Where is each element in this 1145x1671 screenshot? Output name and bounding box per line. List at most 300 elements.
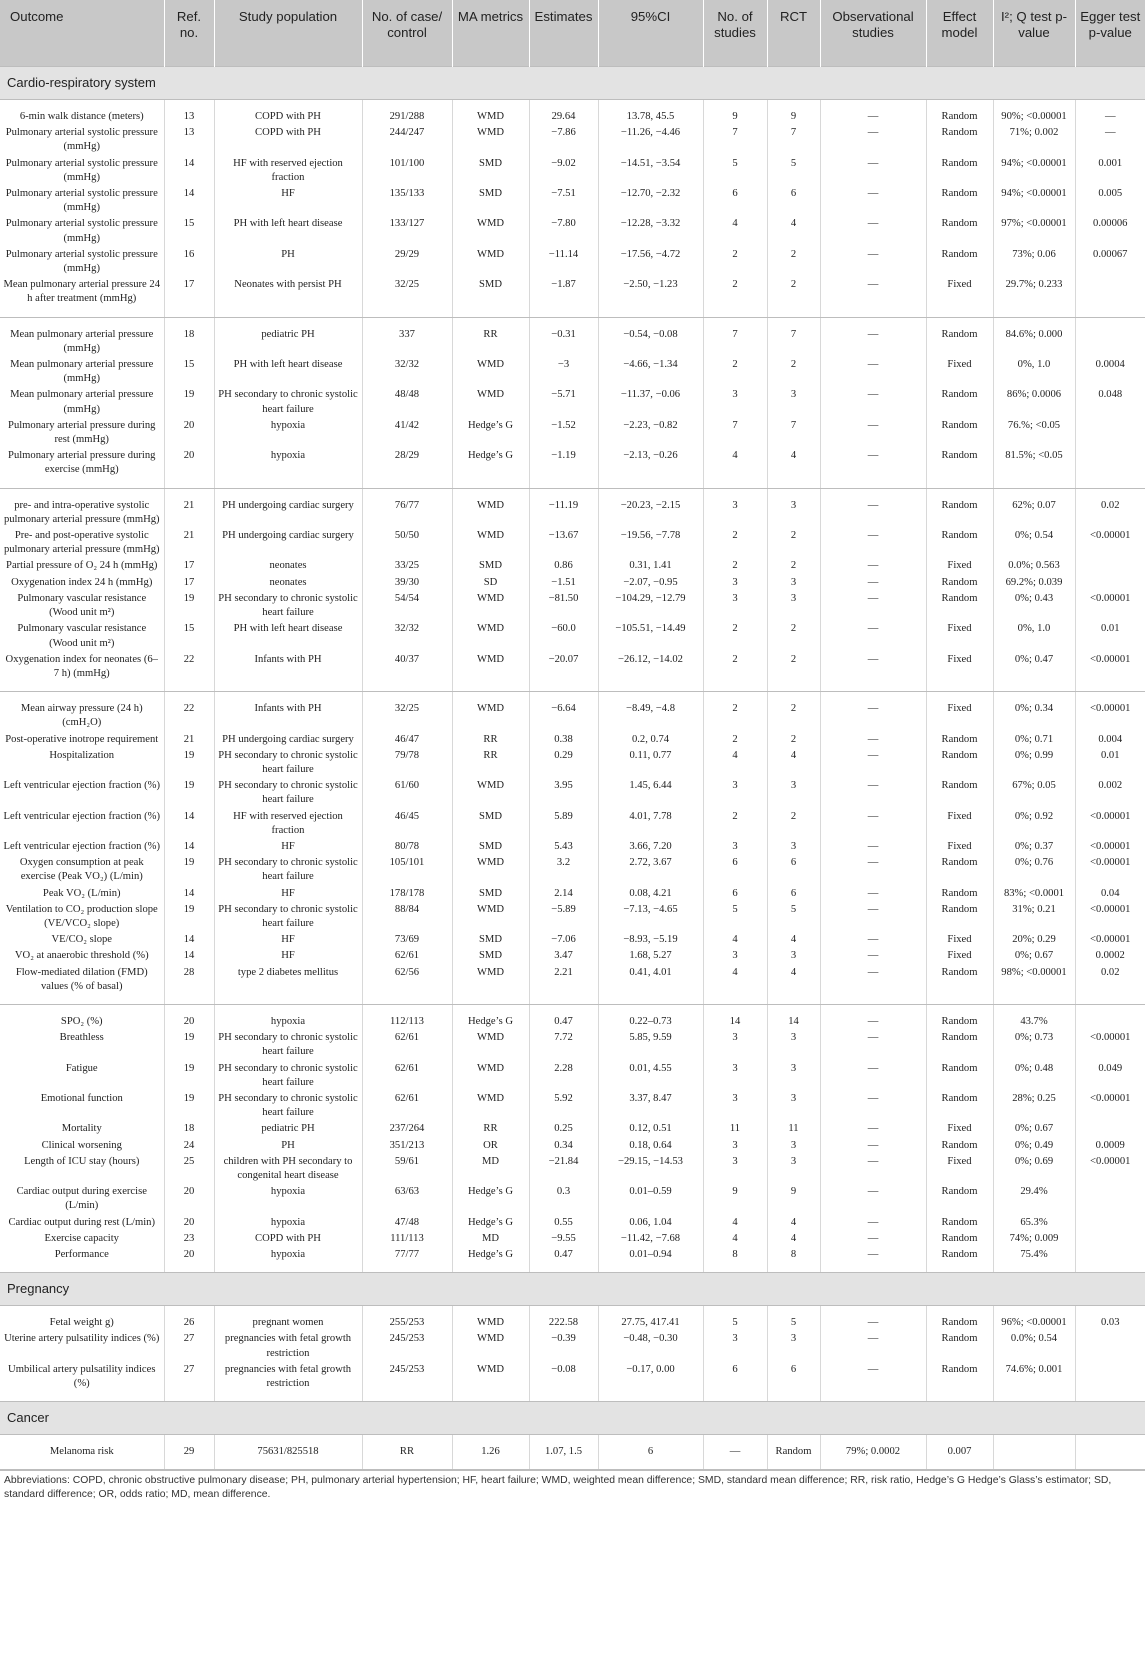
- cell-i2-q-test: 43.7%: [993, 1004, 1075, 1030]
- cell-ref-no: 25: [164, 1154, 214, 1184]
- cell-estimates: −0.31: [529, 317, 598, 357]
- cell-effect-model: 0.007: [926, 1435, 993, 1470]
- cell-rct: 2: [767, 732, 820, 748]
- cell-ref-no: 19: [164, 591, 214, 621]
- table-row: [0, 1247, 1145, 1273]
- cell-outcome: Performance: [0, 1247, 164, 1273]
- cell-rct: 2: [767, 652, 820, 692]
- cell-effect-model: Fixed: [926, 558, 993, 574]
- cell-ref-no: 19: [164, 855, 214, 885]
- cell-estimates: −1.87: [529, 277, 598, 317]
- section-title: Pregnancy: [0, 1273, 1145, 1306]
- cell-effect-model: Random: [926, 1184, 993, 1214]
- cell-egger-test: <0.00001: [1090, 592, 1131, 604]
- table-body: [0, 67, 1145, 1470]
- cell-rct: 2: [767, 357, 820, 387]
- cell-ma-metrics: SMD: [452, 948, 529, 964]
- header-ref-no: Ref. no.: [164, 0, 214, 67]
- table-row: [0, 317, 1145, 357]
- cell-no-of-studies: 6: [703, 186, 767, 216]
- cell-study-population: PH secondary to chronic systolic heart failure: [214, 778, 362, 808]
- cell-ref-no: 16: [164, 247, 214, 277]
- cell-case-control: 32/32: [362, 357, 452, 387]
- table-row: [0, 558, 1145, 574]
- cell-observational: —: [820, 732, 926, 748]
- cell-rct: 3: [767, 1030, 820, 1060]
- cell-ma-metrics: WMD: [452, 621, 529, 651]
- table-row: [0, 621, 1145, 651]
- cell-outcome: Pulmonary arterial systolic pressure (mmHg): [0, 156, 164, 186]
- cell-i2-q-test: 0%; 0.48: [993, 1061, 1075, 1091]
- cell-ma-metrics: WMD: [452, 855, 529, 885]
- cell-ref-no: 14: [164, 886, 214, 902]
- cell-case-control: 76/77: [362, 488, 452, 528]
- table-row: [0, 1231, 1145, 1247]
- header-row: [0, 0, 1145, 67]
- cell-estimates: −20.07: [529, 652, 598, 692]
- cell-rct: 4: [767, 216, 820, 246]
- cell-ref-no: 19: [164, 778, 214, 808]
- cell-case-control: 337: [362, 317, 452, 357]
- cell-observational: —: [820, 1184, 926, 1214]
- cell-observational: —: [820, 1061, 926, 1091]
- cell-ci: 0.18, 0.64: [598, 1138, 703, 1154]
- cell-rct: 4: [767, 1215, 820, 1231]
- cell-ref-no: 13: [164, 125, 214, 155]
- cell-ci: −0.54, −0.08: [598, 317, 703, 357]
- cell-rct: 5: [767, 156, 820, 186]
- cell-estimates: −5.89: [529, 902, 598, 932]
- cell-effect-model: Random: [926, 902, 993, 932]
- table-row: [0, 748, 1145, 778]
- cell-no-of-studies: 6: [703, 1362, 767, 1402]
- cell-ma-metrics: WMD: [452, 652, 529, 692]
- cell-observational: —: [820, 621, 926, 651]
- cell-no-of-studies: 4: [703, 1215, 767, 1231]
- cell-i2-q-test: 0%; 0.49: [993, 1138, 1075, 1154]
- cell-ref-no: 21: [164, 528, 214, 558]
- cell-effect-model: Random: [926, 886, 993, 902]
- cell-ci: 1.68, 5.27: [598, 948, 703, 964]
- cell-estimates: 2.14: [529, 886, 598, 902]
- cell-i2-q-test: 84.6%; 0.000: [993, 317, 1075, 357]
- cell-no-of-studies: 3: [703, 1030, 767, 1060]
- cell-egger-test: 0.001: [1098, 157, 1123, 169]
- cell-observational: —: [820, 1121, 926, 1137]
- cell-egger-test: [1075, 277, 1145, 317]
- table-header: [0, 0, 1145, 67]
- cell-ma-metrics: WMD: [452, 1061, 529, 1091]
- cell-study-population: pediatric PH: [214, 1121, 362, 1137]
- cell-ref-no: 20: [164, 1004, 214, 1030]
- cell-effect-model: Random: [926, 125, 993, 155]
- section-row: [0, 1402, 1145, 1435]
- cell-ref-no: 19: [164, 1091, 214, 1121]
- cell-estimates: −3: [529, 357, 598, 387]
- table-row: [0, 839, 1145, 855]
- cell-egger-test: [1075, 1231, 1145, 1247]
- cell-no-of-studies: 3: [703, 778, 767, 808]
- cell-egger-test: [1075, 1215, 1145, 1231]
- table-row: [0, 216, 1145, 246]
- section-row: [0, 1273, 1145, 1306]
- cell-ma-metrics: MD: [452, 1231, 529, 1247]
- cell-rct: 4: [767, 965, 820, 1005]
- cell-outcome: Cardiac output during exercise (L/min): [0, 1184, 164, 1214]
- cell-no-of-studies: 2: [703, 692, 767, 732]
- cell-estimates: 5.92: [529, 1091, 598, 1121]
- cell-egger-test: 0.004: [1098, 733, 1123, 745]
- cell-ref-no: 19: [164, 1030, 214, 1060]
- cell-case-control: 32/32: [362, 621, 452, 651]
- cell-estimates: 0.55: [529, 1215, 598, 1231]
- cell-estimates: −13.67: [529, 528, 598, 558]
- cell-estimates: 7.72: [529, 1030, 598, 1060]
- table-row: [0, 692, 1145, 732]
- cell-effect-model: Random: [926, 1091, 993, 1121]
- cell-ci: 13.78, 45.5: [598, 100, 703, 126]
- cell-egger-test: —: [1104, 111, 1116, 122]
- cell-observational: —: [820, 591, 926, 621]
- cell-estimates: 0.3: [529, 1184, 598, 1214]
- cell-effect-model: Random: [926, 317, 993, 357]
- cell-study-population: HF with reserved ejection fraction: [214, 809, 362, 839]
- cell-case-control: 32/25: [362, 692, 452, 732]
- cell-egger-test: 0.0009: [1095, 1139, 1125, 1151]
- cell-effect-model: Fixed: [926, 652, 993, 692]
- cell-ref-no: 14: [164, 839, 214, 855]
- cell-no-of-studies: 3: [703, 575, 767, 591]
- cell-ci: −17.56, −4.72: [598, 247, 703, 277]
- cell-rct: 2: [767, 247, 820, 277]
- cell-case-control: 105/101: [362, 855, 452, 885]
- cell-no-of-studies: 6: [703, 855, 767, 885]
- section-title: Cardio-respiratory system: [0, 67, 1145, 100]
- cell-study-population: pregnant women: [214, 1306, 362, 1332]
- cell-ref-no: 28: [164, 965, 214, 1005]
- cell-rct: 9: [767, 100, 820, 126]
- cell-i2-q-test: 0%; 0.37: [993, 839, 1075, 855]
- cell-ci: −0.48, −0.30: [598, 1331, 703, 1361]
- cell-no-of-studies: 2: [703, 528, 767, 558]
- cell-estimates: −9.55: [529, 1231, 598, 1247]
- cell-outcome: Pulmonary arterial systolic pressure (mmHg): [0, 216, 164, 246]
- table-row: [0, 186, 1145, 216]
- cell-rct: 2: [767, 809, 820, 839]
- cell-effect-model: Random: [926, 1030, 993, 1060]
- cell-ma-metrics: SMD: [452, 809, 529, 839]
- cell-i2-q-test: 0%; 0.99: [993, 748, 1075, 778]
- cell-ref-no: 20: [164, 1184, 214, 1214]
- cell-effect-model: Random: [926, 216, 993, 246]
- cell-estimates: −9.02: [529, 156, 598, 186]
- table-row: [0, 1362, 1145, 1402]
- cell-ma-metrics: WMD: [452, 247, 529, 277]
- cell-effect-model: Random: [926, 156, 993, 186]
- cell-effect-model: Fixed: [926, 948, 993, 964]
- cell-estimates: 5.89: [529, 809, 598, 839]
- cell-study-population: pregnancies with fetal growth restriction: [214, 1362, 362, 1402]
- cell-egger-test: 0.049: [1098, 1062, 1123, 1074]
- cell-no-of-studies: 2: [703, 558, 767, 574]
- cell-no-of-studies: 14: [703, 1004, 767, 1030]
- cell-ref-no: 14: [164, 948, 214, 964]
- cell-ma-metrics: WMD: [452, 1091, 529, 1121]
- cell-estimates: −0.08: [529, 1362, 598, 1402]
- cell-ma-metrics: WMD: [452, 692, 529, 732]
- cell-i2-q-test: 0%, 1.0: [993, 357, 1075, 387]
- cell-outcome: Partial pressure of O₂ 24 h (mmHg): [0, 558, 164, 574]
- cell-i2-q-test: 20%; 0.29: [993, 932, 1075, 948]
- cell-ma-metrics: WMD: [452, 357, 529, 387]
- cell-ref-no: 24: [164, 1138, 214, 1154]
- table-row: [0, 1030, 1145, 1060]
- cell-study-population: children with PH secondary to congenital heart disease: [214, 1154, 362, 1184]
- cell-study-population: neonates: [214, 558, 362, 574]
- cell-rct: 4: [767, 1231, 820, 1247]
- cell-effect-model: Random: [926, 488, 993, 528]
- cell-rct: 3: [767, 387, 820, 417]
- cell-ma-metrics: RR: [452, 732, 529, 748]
- cell-egger-test: 0.00067: [1093, 248, 1128, 260]
- cell-outcome: Length of ICU stay (hours): [0, 1154, 164, 1184]
- cell-egger-test: [1075, 448, 1145, 488]
- cell-outcome: Pulmonary vascular resistance (Wood unit m²): [0, 591, 164, 621]
- cell-no-of-studies: 2: [703, 732, 767, 748]
- cell-i2-q-test: 71%; 0.002: [993, 125, 1075, 155]
- table-row: [0, 652, 1145, 692]
- cell-outcome: SPO₂ (%): [0, 1004, 164, 1030]
- cell-ci: 0.11, 0.77: [598, 748, 703, 778]
- cell-effect-model: Random: [926, 1231, 993, 1247]
- cell-study-population: PH undergoing cardiac surgery: [214, 732, 362, 748]
- cell-ma-metrics: SMD: [452, 156, 529, 186]
- cell-rct: 9: [767, 1184, 820, 1214]
- cell-case-control: 32/25: [362, 277, 452, 317]
- cell-ci: −19.56, −7.78: [598, 528, 703, 558]
- cell-observational: 79%; 0.0002: [820, 1435, 926, 1470]
- cell-effect-model: Random: [926, 778, 993, 808]
- cell-observational: —: [820, 855, 926, 885]
- cell-estimates: −11.19: [529, 488, 598, 528]
- cell-estimates: −0.39: [529, 1331, 598, 1361]
- cell-rct: 6: [767, 1362, 820, 1402]
- cell-effect-model: Random: [926, 1138, 993, 1154]
- cell-i2-q-test: 86%; 0.0006: [993, 387, 1075, 417]
- cell-effect-model: Random: [926, 1362, 993, 1402]
- cell-ref-no: 17: [164, 277, 214, 317]
- cell-no-of-studies: 2: [703, 809, 767, 839]
- cell-effect-model: Fixed: [926, 809, 993, 839]
- cell-estimates: 3.2: [529, 855, 598, 885]
- cell-i2-q-test: 83%; <0.0001: [993, 886, 1075, 902]
- cell-ma-metrics: WMD: [452, 1030, 529, 1060]
- cell-ref-no: 26: [164, 1306, 214, 1332]
- cell-case-control: 245/253: [362, 1362, 452, 1402]
- cell-i2-q-test: 94%; <0.00001: [993, 186, 1075, 216]
- cell-egger-test: [1075, 1362, 1145, 1402]
- cell-i2-q-test: 81.5%; <0.05: [993, 448, 1075, 488]
- cell-outcome: Left ventricular ejection fraction (%): [0, 809, 164, 839]
- cell-no-of-studies: 3: [703, 1138, 767, 1154]
- cell-ref-no: 19: [164, 387, 214, 417]
- cell-effect-model: Random: [926, 1331, 993, 1361]
- cell-estimates: 29.64: [529, 100, 598, 126]
- cell-case-control: 61/60: [362, 778, 452, 808]
- cell-effect-model: Random: [926, 1061, 993, 1091]
- cell-ref-no: 14: [164, 156, 214, 186]
- cell-ci: −8.93, −5.19: [598, 932, 703, 948]
- cell-outcome: Ventilation to CO₂ production slope (VE/VCO₂ slope): [0, 902, 164, 932]
- cell-study-population: pregnancies with fetal growth restriction: [214, 1331, 362, 1361]
- cell-observational: —: [820, 902, 926, 932]
- cell-ci: −2.50, −1.23: [598, 277, 703, 317]
- cell-observational: —: [820, 1004, 926, 1030]
- cell-outcome: Mean pulmonary arterial pressure (mmHg): [0, 317, 164, 357]
- cell-effect-model: Random: [926, 591, 993, 621]
- cell-ma-metrics: Hedge’s G: [452, 448, 529, 488]
- cell-ref-no: 15: [164, 216, 214, 246]
- cell-no-of-studies: 2: [703, 652, 767, 692]
- cell-effect-model: Fixed: [926, 1121, 993, 1137]
- cell-ci: −2.13, −0.26: [598, 448, 703, 488]
- cell-effect-model: Random: [926, 100, 993, 126]
- cell-ci: −0.17, 0.00: [598, 1362, 703, 1402]
- cell-no-of-studies: 7: [703, 418, 767, 448]
- cell-rct: 3: [767, 1091, 820, 1121]
- cell-case-control: 245/253: [362, 1331, 452, 1361]
- header-observational-studies: Observational studies: [820, 0, 926, 67]
- cell-ci: −2.07, −0.95: [598, 575, 703, 591]
- cell-case-control: 178/178: [362, 886, 452, 902]
- cell-egger-test: [1075, 1247, 1145, 1273]
- cell-observational: —: [820, 748, 926, 778]
- cell-outcome: Pulmonary arterial systolic pressure (mmHg): [0, 186, 164, 216]
- cell-i2-q-test: 98%; <0.00001: [993, 965, 1075, 1005]
- header-i2-q-test: I²; Q test p-value: [993, 0, 1075, 67]
- cell-ci: −12.28, −3.32: [598, 216, 703, 246]
- cell-no-of-studies: 3: [703, 591, 767, 621]
- cell-egger-test: —: [1104, 127, 1116, 139]
- cell-estimates: −60.0: [529, 621, 598, 651]
- cell-no-of-studies: 3: [703, 948, 767, 964]
- cell-ref-no: 27: [164, 1362, 214, 1402]
- cell-outcome: Pre- and post-operative systolic pulmonary arterial pressure (mmHg): [0, 528, 164, 558]
- cell-ci: 0.06, 1.04: [598, 1215, 703, 1231]
- cell-outcome: Mean pulmonary arterial pressure (mmHg): [0, 387, 164, 417]
- cell-outcome: VE/CO₂ slope: [0, 932, 164, 948]
- cell-rct: 2: [767, 277, 820, 317]
- cell-egger-test: 0.01: [1100, 749, 1120, 761]
- cell-no-of-studies: 3: [703, 488, 767, 528]
- cell-estimates: −7.51: [529, 186, 598, 216]
- cell-ma-metrics: WMD: [452, 100, 529, 126]
- cell-i2-q-test: 31%; 0.21: [993, 902, 1075, 932]
- table-row: [0, 1184, 1145, 1214]
- cell-rct: 2: [767, 558, 820, 574]
- cell-outcome: Oxygenation index 24 h (mmHg): [0, 575, 164, 591]
- cell-estimates: −21.84: [529, 1154, 598, 1184]
- cell-estimates: 3.47: [529, 948, 598, 964]
- table-row: [0, 247, 1145, 277]
- cell-i2-q-test: 28%; 0.25: [993, 1091, 1075, 1121]
- cell-study-population: pediatric PH: [214, 317, 362, 357]
- cell-egger-test: 0.0004: [1095, 359, 1125, 371]
- cell-rct: 5: [767, 902, 820, 932]
- cell-egger-test: [1075, 575, 1145, 591]
- cell-observational: —: [820, 357, 926, 387]
- cell-i2-q-test: 0%; 0.69: [993, 1154, 1075, 1184]
- cell-rct: 3: [767, 1154, 820, 1184]
- cell-observational: —: [820, 100, 926, 126]
- section-row: [0, 67, 1145, 100]
- cell-egger-test: 0.01: [1100, 623, 1120, 635]
- cell-estimates: 1.07, 1.5: [529, 1435, 598, 1470]
- cell-effect-model: Fixed: [926, 692, 993, 732]
- cell-ci: 0.31, 1.41: [598, 558, 703, 574]
- cell-egger-test: 0.02: [1075, 965, 1145, 1005]
- cell-rct: 14: [767, 1004, 820, 1030]
- cell-study-population: PH with left heart disease: [214, 357, 362, 387]
- cell-case-control: 244/247: [362, 125, 452, 155]
- cell-study-population: hypoxia: [214, 1247, 362, 1273]
- cell-rct: 3: [767, 948, 820, 964]
- cell-i2-q-test: 0%; 0.34: [993, 692, 1075, 732]
- cell-ma-metrics: RR: [452, 317, 529, 357]
- cell-outcome: Peak VO₂ (L/min): [0, 886, 164, 902]
- cell-i2-q-test: 90%; <0.00001: [993, 100, 1075, 126]
- cell-egger-test: <0.00001: [1090, 1092, 1131, 1104]
- table-row: [0, 1061, 1145, 1091]
- cell-case-control: 40/37: [362, 652, 452, 692]
- cell-no-of-studies: 6: [703, 886, 767, 902]
- cell-outcome: Oxygen consumption at peak exercise (Peak VO₂) (L/min): [0, 855, 164, 885]
- cell-effect-model: Random: [926, 247, 993, 277]
- cell-ref-no: 19: [164, 902, 214, 932]
- cell-observational: —: [820, 1231, 926, 1247]
- cell-no-of-studies: 5: [703, 156, 767, 186]
- cell-ci: 0.01, 4.55: [598, 1061, 703, 1091]
- cell-study-population: hypoxia: [214, 1004, 362, 1030]
- cell-outcome: Umbilical artery pulsatility indices (%): [0, 1362, 164, 1402]
- cell-egger-test: [1075, 1121, 1145, 1137]
- cell-study-population: PH secondary to chronic systolic heart failure: [214, 387, 362, 417]
- cell-study-population: Infants with PH: [214, 652, 362, 692]
- cell-outcome: Left ventricular ejection fraction (%): [0, 839, 164, 855]
- cell-effect-model: Random: [926, 186, 993, 216]
- cell-rct: 2: [767, 621, 820, 651]
- cell-estimates: 2.21: [529, 965, 598, 1005]
- cell-outcome: Hospitalization: [0, 748, 164, 778]
- cell-i2-q-test: 97%; <0.00001: [993, 216, 1075, 246]
- section-title: Cancer: [0, 1402, 1145, 1435]
- cell-study-population: PH undergoing cardiac surgery: [214, 528, 362, 558]
- cell-i2-q-test: 67%; 0.05: [993, 778, 1075, 808]
- cell-egger-test: [1075, 1331, 1145, 1361]
- cell-case-control: 54/54: [362, 591, 452, 621]
- cell-ci: −29.15, −14.53: [598, 1154, 703, 1184]
- cell-rct: 3: [767, 488, 820, 528]
- cell-i2-q-test: 0%; 0.67: [993, 1121, 1075, 1137]
- cell-rct: 3: [767, 591, 820, 621]
- cell-ci: 5.85, 9.59: [598, 1030, 703, 1060]
- cell-outcome: VO₂ at anaerobic threshold (%): [0, 948, 164, 964]
- cell-study-population: HF: [214, 932, 362, 948]
- cell-study-population: PH secondary to chronic systolic heart failure: [214, 1091, 362, 1121]
- header-no-of-studies: No. of studies: [703, 0, 767, 67]
- cell-ref-no: 14: [164, 809, 214, 839]
- cell-estimates: −6.64: [529, 692, 598, 732]
